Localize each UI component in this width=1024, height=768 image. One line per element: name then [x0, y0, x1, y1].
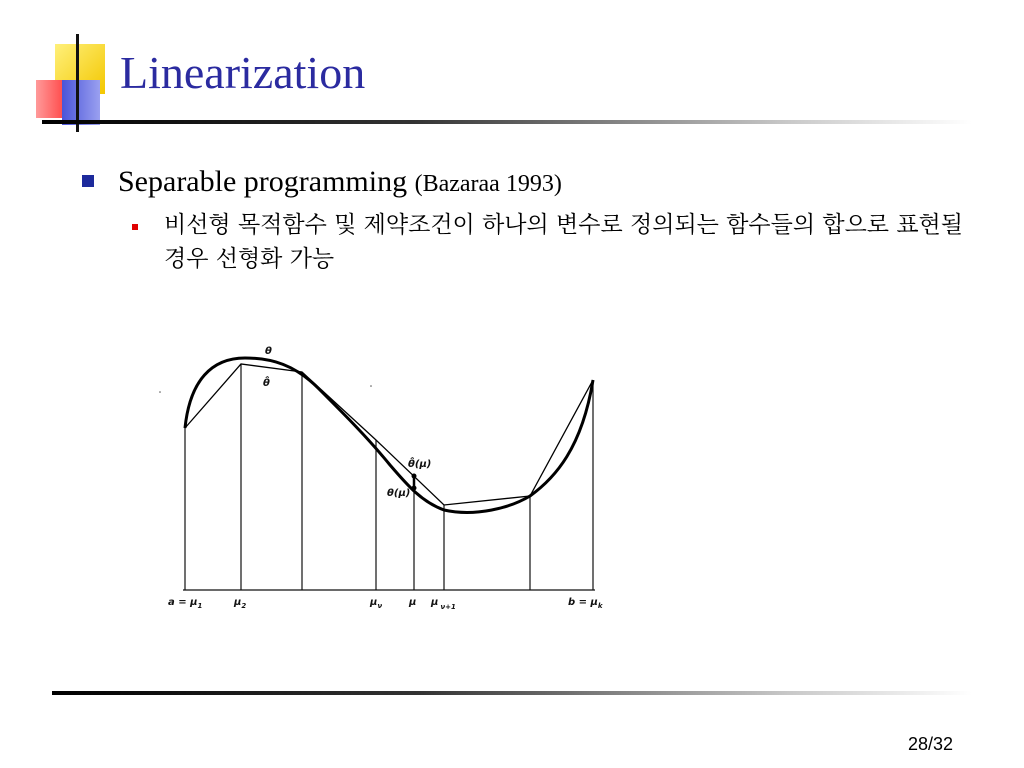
axis-label-mu-next: μ $_{\nu+1}$: [431, 597, 456, 611]
axis-label-a: $a = \mu_1$: [168, 597, 203, 610]
speck: [159, 391, 161, 393]
footer-line: [52, 691, 972, 695]
sub-bullet-square-icon: [132, 224, 138, 230]
decor-vertical-line: [76, 34, 79, 132]
curve-label: θ: [265, 346, 272, 357]
axis-label-mu: μ: [409, 597, 417, 608]
citation-text: (Bazaraa 1993): [414, 171, 562, 197]
breakpoint-lines: [185, 364, 593, 590]
piecewise-linear-approximation: [185, 364, 593, 505]
true-point-marker: [412, 486, 417, 491]
approx-point-label: θ̂(μ): [408, 459, 432, 470]
piecewise-linear-diagram: [150, 330, 630, 620]
axis-label-mu2: $\mu_2$: [234, 597, 247, 610]
speck: [370, 385, 372, 387]
axis-label-mu-nu: $\mu_\nu$: [370, 597, 383, 610]
title-underline: [42, 120, 972, 124]
sub-bullet-text: 비선형 목적함수 및 제약조건이 하나의 변수로 정의되는 함수들의 합으로 표현될 경우 선형화 가능: [164, 212, 963, 272]
approx-point-marker: [412, 474, 417, 479]
page-number: 28/32: [908, 734, 954, 754]
bullet-main-text: Separable programming: [118, 165, 408, 198]
true-point-label: θ(μ): [387, 488, 411, 499]
axis-label-b: $b = \mu_k$: [568, 597, 603, 610]
bullet-square-icon: [82, 175, 94, 187]
bullet-main: [118, 164, 562, 200]
decor-blue-square: [62, 80, 100, 125]
slide-title: Linearization: [120, 47, 366, 98]
approx-curve-label: θ̂: [263, 378, 270, 389]
